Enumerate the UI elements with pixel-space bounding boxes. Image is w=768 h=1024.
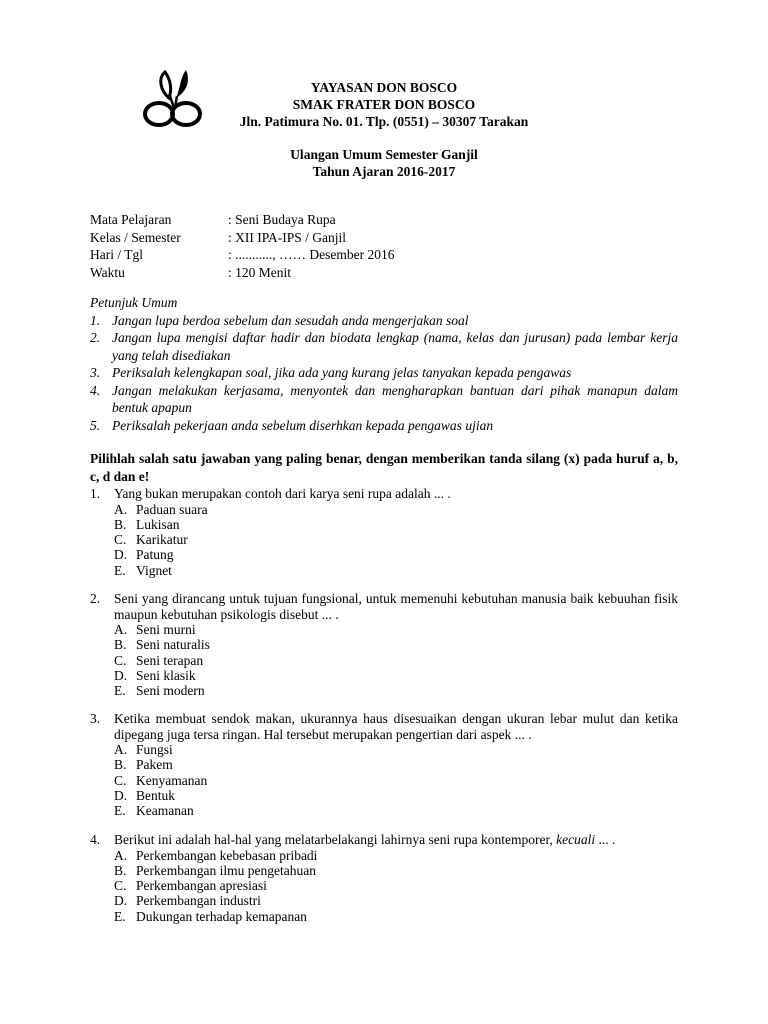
option-text: Patung xyxy=(136,547,174,563)
info-label: Hari / Tgl xyxy=(90,247,143,262)
info-label: Waktu xyxy=(90,264,125,280)
option-letter: B. xyxy=(114,757,127,773)
option-text: Seni terapan xyxy=(136,652,204,668)
answer-option xyxy=(90,502,678,517)
question-stem xyxy=(90,711,678,742)
option-letter: E. xyxy=(114,562,126,578)
question-text: Yang bukan merupakan contoh dari karya seni rupa adalah ... . xyxy=(114,486,451,501)
option-letter: B. xyxy=(114,862,127,878)
question-text-part: Berikut ini adalah hal-hal yang melatarbelakangi lahirnya seni rupa kontemporer, xyxy=(114,832,557,847)
option-text: Seni modern xyxy=(136,683,205,699)
option-letter: E. xyxy=(114,803,126,819)
answer-option xyxy=(90,878,678,893)
question-2 xyxy=(90,591,678,698)
option-letter: A. xyxy=(114,622,128,637)
option-letter: A. xyxy=(114,501,128,517)
answer-option xyxy=(90,547,678,562)
option-text: Seni naturalis xyxy=(136,637,210,653)
answer-option xyxy=(90,773,678,788)
answer-option xyxy=(90,848,678,863)
option-letter: A. xyxy=(114,742,128,757)
question-text-part: ... . xyxy=(595,832,616,847)
instruction-number: 4. xyxy=(90,382,101,398)
option-text: Kenyamanan xyxy=(136,772,208,788)
option-text: Fungsi xyxy=(136,742,173,757)
option-text: Dukungan terhadap kemapanan xyxy=(136,908,307,924)
question-stem xyxy=(90,591,678,622)
academic-year: Tahun Ajaran 2016-2017 xyxy=(312,164,456,179)
info-value: : ..........., …… Desember 2016 xyxy=(228,247,395,262)
info-row-class xyxy=(90,229,690,247)
answer-option xyxy=(90,742,678,757)
question-number: 3. xyxy=(90,711,101,726)
answer-option xyxy=(90,563,678,578)
option-text: Seni klasik xyxy=(136,667,196,683)
school-name: SMAK FRATER DON BOSCO xyxy=(292,97,476,112)
option-letter: C. xyxy=(114,878,127,894)
question-number: 1. xyxy=(90,486,101,501)
option-text: Perkembangan apresiasi xyxy=(136,878,267,894)
info-label: Mata Pelajaran xyxy=(90,212,172,227)
answer-option xyxy=(90,788,678,803)
option-text: Vignet xyxy=(136,562,172,578)
instruction-number: 2. xyxy=(90,330,101,345)
exam-info xyxy=(90,211,690,281)
option-text: Keamanan xyxy=(136,803,194,819)
instruction-text: Jangan lupa mengisi daftar hadir dan biodata lengkap (nama, kelas dan jurusan) pada lembar kerja yang telah disediakan xyxy=(112,330,678,363)
exam-title: Ulangan Umum Semester Ganjil xyxy=(290,147,478,162)
instruction-item xyxy=(90,417,678,435)
option-letter: E. xyxy=(114,683,126,699)
question-4 xyxy=(90,832,678,924)
answer-option xyxy=(90,803,678,818)
instruction-item xyxy=(90,382,678,417)
question-number: 2. xyxy=(90,591,101,606)
instruction-number: 5. xyxy=(90,417,101,433)
option-letter: B. xyxy=(114,516,127,532)
question-text: Seni yang dirancang untuk tujuan fungsional, untuk memenuhi kebutuhan manusia baik kebuuhan fisik maupun kebutuhan psikologis disebut ... . xyxy=(114,591,678,622)
school-address: Jln. Patimura No. 01. Tlp. (0551) – 30307 Tarakan xyxy=(239,114,529,129)
answer-option xyxy=(90,909,678,924)
option-text: Lukisan xyxy=(136,516,180,532)
option-letter: D. xyxy=(114,667,128,683)
info-row-date xyxy=(90,246,690,264)
answer-instruction: Pilihlah salah satu jawaban yang paling benar, dengan memberikan tanda silang (x) pada huruf a, b, c, d dan e! xyxy=(90,451,678,484)
foundation-name: YAYASAN DON BOSCO xyxy=(310,80,458,95)
info-row-subject xyxy=(90,211,690,229)
info-row-time xyxy=(90,264,690,282)
option-text: Pakem xyxy=(136,757,173,773)
question-stem xyxy=(90,486,678,502)
instruction-text: Jangan lupa berdoa sebelum dan sesudah anda mengerjakan soal xyxy=(112,312,469,328)
question-text xyxy=(114,832,678,848)
question-text-emphasis: kecuali xyxy=(556,832,596,847)
option-letter: D. xyxy=(114,893,128,909)
answer-option xyxy=(90,532,678,547)
info-value: : 120 Menit xyxy=(228,264,291,280)
option-text: Perkembangan industri xyxy=(136,893,261,909)
option-letter: D. xyxy=(114,787,128,803)
answer-option xyxy=(90,517,678,532)
answer-option xyxy=(90,637,678,652)
instruction-text: Periksalah pekerjaan anda sebelum diserhkan kepada pengawas ujian xyxy=(112,417,494,433)
option-letter: D. xyxy=(114,547,128,563)
question-text: Ketika membuat sendok makan, ukurannya haus disesuaikan dengan ukuran lebar mulut dan ketika dipegang juga tersa ringan. Hal tersebut merupakan pengertian dari aspek ... . xyxy=(114,711,678,742)
instruction-text: Periksalah kelengkapan soal, jika ada yang kurang jelas tanyakan kepada pengawas xyxy=(112,365,572,380)
answer-option xyxy=(90,863,678,878)
instruction-number: 3. xyxy=(90,365,101,380)
question-3 xyxy=(90,711,678,818)
instruction-item xyxy=(90,329,678,364)
info-value: : Seni Budaya Rupa xyxy=(228,212,336,227)
answer-option xyxy=(90,668,678,683)
general-instructions xyxy=(90,294,678,434)
question-stem xyxy=(90,832,678,848)
option-text: Perkembangan kebebasan pribadi xyxy=(136,847,318,863)
answer-option xyxy=(90,893,678,908)
answer-option xyxy=(90,757,678,772)
option-letter: C. xyxy=(114,772,127,788)
question-number: 4. xyxy=(90,832,101,847)
info-label: Kelas / Semester xyxy=(90,229,181,245)
instruction-item xyxy=(90,312,678,330)
option-text: Karikatur xyxy=(136,532,188,548)
answer-option xyxy=(90,683,678,698)
instruction-item xyxy=(90,364,678,382)
instruction-text: Jangan melakukan kerjasama, menyontek dan mengharapkan bantuan dari pihak manapun dalam bentuk apapun xyxy=(112,382,678,415)
option-letter: A. xyxy=(114,847,128,863)
option-letter: E. xyxy=(114,908,126,924)
option-text: Seni murni xyxy=(136,622,196,637)
info-value: : XII IPA-IPS / Ganjil xyxy=(228,229,347,245)
option-letter: C. xyxy=(114,652,127,668)
option-letter: B. xyxy=(114,637,127,653)
option-letter: C. xyxy=(114,532,127,548)
instruction-number: 1. xyxy=(90,312,101,328)
instructions-heading: Petunjuk Umum xyxy=(90,295,178,310)
answer-option xyxy=(90,653,678,668)
answer-option xyxy=(90,622,678,637)
option-text: Perkembangan ilmu pengetahuan xyxy=(136,862,316,878)
question-1 xyxy=(90,486,678,578)
option-text: Bentuk xyxy=(136,787,175,803)
option-text: Paduan suara xyxy=(136,501,208,517)
